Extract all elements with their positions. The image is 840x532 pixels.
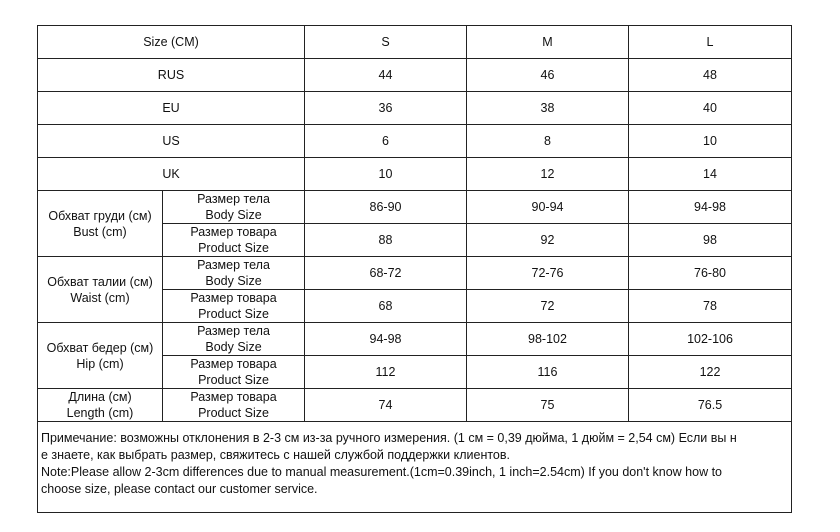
waist-body-row xyxy=(38,257,792,290)
cell: 94-98 xyxy=(305,323,467,356)
type-en: Body Size xyxy=(205,274,262,288)
size-header-l: L xyxy=(629,26,792,59)
label-en: Bust (cm) xyxy=(73,224,127,239)
cell: 78 xyxy=(629,290,792,323)
note-row xyxy=(38,422,792,513)
type-ru: Размер тела xyxy=(197,324,270,338)
cell: 44 xyxy=(305,59,467,92)
uk-row xyxy=(38,158,792,191)
type-ru: Размер тела xyxy=(197,258,270,272)
note-line-ru-1: Примечание: возможны отклонения в 2-3 см из-за ручного измерения. (1 см = 0,39 дюйма, 1 дюйм = 2,54 см) Если вы н xyxy=(41,431,737,445)
type-en: Body Size xyxy=(205,340,262,354)
cell: 122 xyxy=(629,356,792,389)
cell: 92 xyxy=(467,224,629,257)
measure-type xyxy=(163,389,305,422)
row-label: UK xyxy=(38,158,305,191)
size-header-m: M xyxy=(467,26,629,59)
measure-type xyxy=(163,323,305,356)
cell: 10 xyxy=(629,125,792,158)
label-en: Waist (cm) xyxy=(70,290,130,305)
hip-body-row xyxy=(38,323,792,356)
cell: 68-72 xyxy=(305,257,467,290)
cell: 46 xyxy=(467,59,629,92)
cell: 88 xyxy=(305,224,467,257)
length-label xyxy=(38,389,163,422)
type-ru: Размер товара xyxy=(190,291,277,305)
cell: 72-76 xyxy=(467,257,629,290)
us-row xyxy=(38,125,792,158)
note-line-ru-2: е знаете, как выбрать размер, свяжитесь с нашей службой поддержки клиентов. xyxy=(41,448,510,462)
type-ru: Размер товара xyxy=(190,390,277,404)
cell: 72 xyxy=(467,290,629,323)
measure-type xyxy=(163,290,305,323)
cell: 14 xyxy=(629,158,792,191)
type-ru: Размер товара xyxy=(190,225,277,239)
size-header-label: Size (CM) xyxy=(38,26,305,59)
cell: 8 xyxy=(467,125,629,158)
row-label: US xyxy=(38,125,305,158)
measure-type xyxy=(163,257,305,290)
type-en: Product Size xyxy=(198,406,269,420)
bust-label xyxy=(38,191,163,257)
label-ru: Обхват бедер (см) xyxy=(46,340,154,355)
note-cell xyxy=(38,422,792,513)
cell: 12 xyxy=(467,158,629,191)
rus-row xyxy=(38,59,792,92)
cell: 86-90 xyxy=(305,191,467,224)
cell: 98 xyxy=(629,224,792,257)
cell: 112 xyxy=(305,356,467,389)
length-product-row xyxy=(38,389,792,422)
cell: 90-94 xyxy=(467,191,629,224)
type-ru: Размер тела xyxy=(197,192,270,206)
measure-type xyxy=(163,191,305,224)
cell: 76-80 xyxy=(629,257,792,290)
hip-label xyxy=(38,323,163,389)
cell: 76.5 xyxy=(629,389,792,422)
waist-label xyxy=(38,257,163,323)
cell: 98-102 xyxy=(467,323,629,356)
cell: 68 xyxy=(305,290,467,323)
label-ru: Обхват груди (см) xyxy=(48,208,152,223)
cell: 116 xyxy=(467,356,629,389)
size-chart-table xyxy=(37,25,792,513)
cell: 40 xyxy=(629,92,792,125)
cell: 48 xyxy=(629,59,792,92)
cell: 36 xyxy=(305,92,467,125)
cell: 94-98 xyxy=(629,191,792,224)
cell: 102-106 xyxy=(629,323,792,356)
cell: 75 xyxy=(467,389,629,422)
row-label: EU xyxy=(38,92,305,125)
note-line-en-1: Note:Please allow 2-3cm differences due to manual measurement.(1cm=0.39inch, 1 inch=2.54cm) If you don't know how to xyxy=(41,465,722,479)
type-en: Product Size xyxy=(198,307,269,321)
label-ru: Длина (см) xyxy=(68,390,132,404)
cell: 38 xyxy=(467,92,629,125)
cell: 74 xyxy=(305,389,467,422)
measure-type xyxy=(163,356,305,389)
eu-row xyxy=(38,92,792,125)
bust-body-row xyxy=(38,191,792,224)
header-row xyxy=(38,26,792,59)
measure-type xyxy=(163,224,305,257)
cell: 6 xyxy=(305,125,467,158)
label-en: Hip (cm) xyxy=(76,356,124,371)
type-en: Product Size xyxy=(198,373,269,387)
label-en: Length (cm) xyxy=(66,406,134,420)
size-header-s: S xyxy=(305,26,467,59)
label-ru: Обхват талии (см) xyxy=(47,274,153,289)
type-ru: Размер товара xyxy=(190,357,277,371)
note-line-en-2: choose size, please contact our customer service. xyxy=(41,482,318,496)
cell: 10 xyxy=(305,158,467,191)
type-en: Product Size xyxy=(198,241,269,255)
row-label: RUS xyxy=(38,59,305,92)
type-en: Body Size xyxy=(205,208,262,222)
